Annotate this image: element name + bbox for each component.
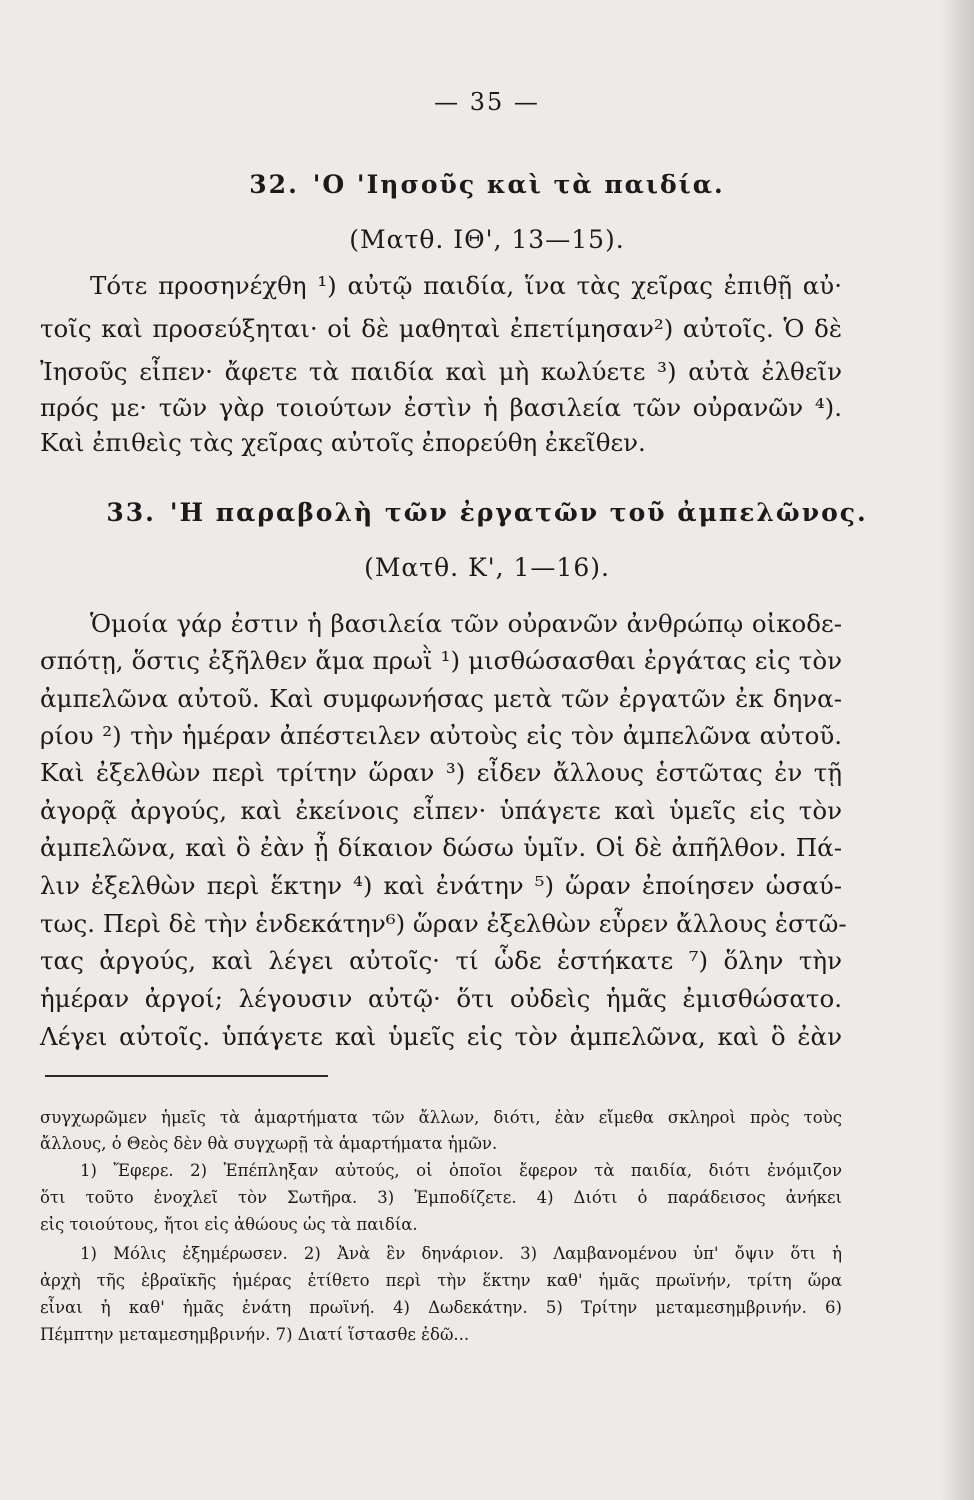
- section-32-reference: (Ματθ. ΙΘ', 13—15).: [349, 225, 625, 254]
- section-32-heading: [0, 170, 974, 199]
- footnote-line-8: εἶναι ἡ καθ' ἡμᾶς ἐνάτη πρωϊνή. 4) Δωδεκάτην. 5) Τρίτην μεταμεσημβρινήν. 6): [40, 1298, 842, 1317]
- section-33-reference: (Ματθ. Κ', 1—16).: [364, 553, 610, 582]
- footnote-line-5: εἰς τοιούτους, ἤτοι εἰς ἀθώους ὡς τὰ παιδία.: [40, 1215, 418, 1234]
- footnote-line-9: Πέμπτην μεταμεσημβρινήν. 7) Διατί ἵστασθε ἐδῶ...: [40, 1325, 470, 1344]
- section-33-line-5: Καὶ ἐξελθὼν περὶ τρίτην ὥραν ³) εἶδεν ἄλλους ἑστῶτας ἐν τῇ: [40, 758, 842, 787]
- section-32-line-5: Καὶ ἐπιθεὶς τὰς χεῖρας αὐτοῖς ἐπορεύθη ἐκεῖθεν.: [40, 428, 646, 457]
- section-32-number: 32.: [249, 170, 299, 199]
- footnote-line-6: 1) Μόλις ἐξημέρωσεν. 2) Ἀνὰ ἓν δηνάριον. 3) Λαμβανομένου ὑπ' ὄψιν ὅτι ἡ: [80, 1244, 842, 1263]
- section-33-line-7: ἀμπελῶνα, καὶ ὃ ἐὰν ᾖ δίκαιον δώσω ὑμῖν. Οἱ δὲ ἀπῆλθον. Πά-: [40, 833, 842, 862]
- section-33-line-4: ρίου ²) τὴν ἡμέραν ἀπέστειλεν αὐτοὺς εἰς τὸν ἀμπελῶνα αὐτοῦ.: [40, 721, 842, 750]
- footnote-divider: [45, 1075, 328, 1077]
- section-33-line-1: Ὁμοία γάρ ἐστιν ἡ βασιλεία τῶν οὐρανῶν ἀνθρώπῳ οἰκοδε-: [90, 609, 842, 638]
- section-32-line-3: Ἰησοῦς εἶπεν· ἄφετε τὰ παιδία καὶ μὴ κωλύετε ³) αὐτὰ ἐλθεῖν: [40, 357, 842, 386]
- footnote-line-1: συγχωρῶμεν ἡμεῖς τὰ ἁμαρτήματα τῶν ἄλλων, διότι, ἐὰν εἴμεθα σκληροὶ πρὸς τοὺς: [40, 1108, 842, 1127]
- section-33-line-11: ἡμέραν ἀργοί; λέγουσιν αὐτῷ· ὅτι οὐδεὶς ἡμᾶς ἐμισθώσατο.: [40, 984, 842, 1013]
- section-32-line-1: Τότε προσηνέχθη ¹) αὐτῷ παιδία, ἵνα τὰς χεῖρας ἐπιθῇ αὐ·: [90, 271, 842, 300]
- footnote-line-2: ἄλλους, ὁ Θεὸς δὲν θὰ συγχωρῇ τὰ ἁμαρτήματα ἡμῶν.: [40, 1134, 498, 1153]
- section-33-line-8: λιν ἐξελθὼν περὶ ἕκτην ⁴) καὶ ἐνάτην ⁵) ὥραν ἐποίησεν ὡσαύ-: [40, 871, 842, 900]
- footnote-line-7: ἀρχὴ τῆς ἑβραϊκῆς ἡμέρας ἐτίθετο περὶ τὴν ἕκτην καθ' ἡμᾶς πρωϊνήν, τρίτη ὥρα: [40, 1271, 842, 1290]
- section-32-line-4: πρός με· τῶν γὰρ τοιούτων ἐστὶν ἡ βασιλεία τῶν οὐρανῶν ⁴).: [40, 393, 842, 422]
- section-33-line-3: ἀμπελῶνα αὐτοῦ. Καὶ συμφωνήσας μετὰ τῶν ἐργατῶν ἐκ δηνα-: [40, 684, 842, 713]
- section-33-heading: [0, 498, 974, 527]
- section-33-line-9: τως. Περὶ δὲ τὴν ἑνδεκάτην⁶) ὥραν ἐξελθὼν εὗρεν ἄλλους ἑστῶ-: [40, 909, 847, 938]
- page-edge-shadow: [940, 0, 974, 1500]
- section-32-line-2: τοῖς καὶ προσεύξηται· οἱ δὲ μαθηταὶ ἐπετίμησαν²) αὐτοῖς. Ὁ δὲ: [40, 314, 842, 343]
- section-33-line-10: τας ἀργούς, καὶ λέγει αὐτοῖς· τί ὧδε ἑστήκατε ⁷) ὅλην τὴν: [40, 946, 842, 975]
- footnote-line-4: ὅτι τοῦτο ἐνοχλεῖ τὸν Σωτῆρα. 3) Ἐμποδίζετε. 4) Διότι ὁ παράδεισος ἀνήκει: [40, 1188, 842, 1207]
- footnote-line-3: 1) Ἔφερε. 2) Ἐπέπληξαν αὐτούς, οἱ ὁποῖοι ἔφερον τὰ παιδία, διότι ἐνόμιζον: [80, 1161, 842, 1180]
- section-33-number: 33.: [106, 498, 156, 527]
- section-33-line-2: σπότῃ, ὅστις ἐξῆλθεν ἅμα πρωῒ ¹) μισθώσασθαι ἐργάτας εἰς τὸν: [40, 646, 842, 675]
- section-32-title: 'Ο 'Ιησοῦς καὶ τὰ παιδία.: [312, 170, 725, 199]
- section-33-line-6: ἀγορᾷ ἀργούς, καὶ ἐκείνοις εἶπεν· ὑπάγετε καὶ ὑμεῖς εἰς τὸν: [40, 796, 842, 825]
- section-33-line-12: Λέγει αὐτοῖς. ὑπάγετε καὶ ὑμεῖς εἰς τὸν ἀμπελῶνα, καὶ ὃ ἐὰν: [40, 1022, 842, 1051]
- section-33-title: 'Η παραβολὴ τῶν ἐργατῶν τοῦ ἀμπελῶνος.: [169, 498, 868, 527]
- page-number: — 35 —: [434, 88, 540, 116]
